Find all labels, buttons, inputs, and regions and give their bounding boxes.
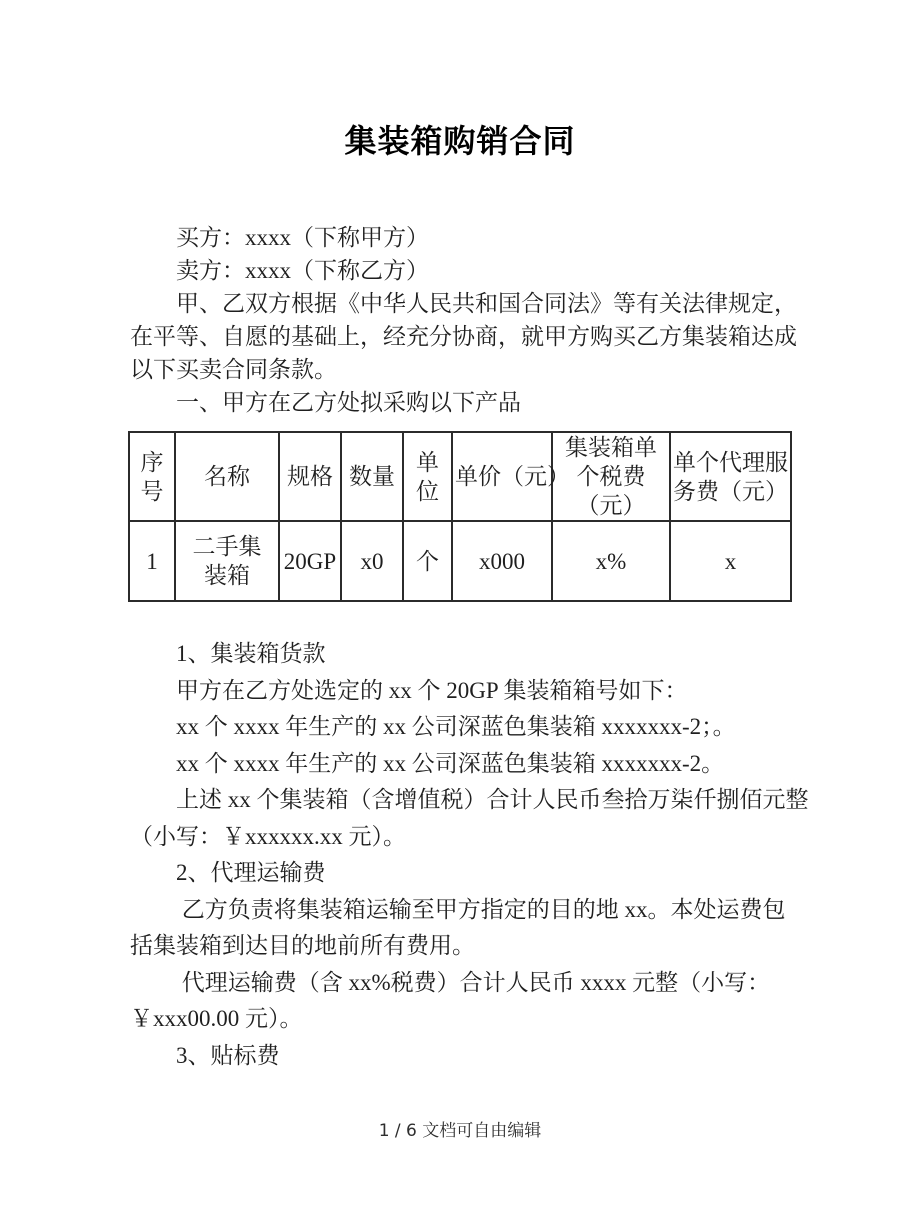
text-line: 在平等、自愿的基础上，经充分协商，就甲方购买乙方集装箱达成	[130, 324, 797, 349]
text-line: 卖方：xxxx（下称乙方）	[130, 258, 429, 283]
page-footer: 1 / 6 文档可自由编辑	[378, 1121, 542, 1141]
table-cell: x	[670, 521, 791, 601]
text-line: 买方：xxxx（下称甲方）	[130, 225, 429, 250]
text-line: （小写：￥xxxxxx.xx 元）。	[130, 823, 406, 849]
text-line: 括集装箱到达目的地前所有费用。	[130, 933, 475, 958]
text-line: 甲、乙双方根据《中华人民共和国合同法》等有关法律规定，	[130, 291, 797, 316]
text-line: 2、代理运输费	[130, 860, 326, 885]
text-line: ￥xxx00.00 元）。	[130, 1006, 303, 1031]
table-header-row	[129, 432, 791, 521]
text-line: 3、贴标费	[130, 1042, 280, 1068]
body-section	[130, 636, 920, 1074]
text-line: 甲方在乙方处选定的 xx 个 20GP 集装箱箱号如下：	[130, 677, 688, 703]
table-header-cell: 单位	[403, 432, 452, 521]
table-header-cell: 名称	[175, 432, 279, 521]
table-row	[129, 521, 791, 601]
text-line: xx 个 xxxx 年生产的 xx 公司深蓝色集装箱 xxxxxxx-2；。	[130, 714, 736, 739]
table-header-cell: 单价（元）	[452, 432, 552, 521]
table-cell: 20GP	[279, 521, 341, 601]
table-cell: x0	[341, 521, 403, 601]
table-cell: 1	[129, 521, 175, 601]
table-cell: x%	[552, 521, 670, 601]
text-line: 以下买卖合同条款。	[130, 357, 337, 382]
text-line: 1、集装箱货款	[130, 641, 326, 666]
table-header-cell: 单个代理服务费（元）	[670, 432, 791, 521]
table-header-cell: 数量	[341, 432, 403, 521]
table-header-cell: 规格	[279, 432, 341, 521]
table-cell: x000	[452, 521, 552, 601]
product-table	[128, 431, 792, 602]
table-header-cell: 序号	[129, 432, 175, 521]
table-cell: 个	[403, 521, 452, 601]
text-line: xx 个 xxxx 年生产的 xx 公司深蓝色集装箱 xxxxxxx-2。	[130, 750, 725, 776]
table-header-cell: 集装箱单个税费（元）	[552, 432, 670, 521]
page-title: 集装箱购销合同	[344, 122, 576, 160]
text-line: 代理运输费（含 xx%税费）合计人民币 xxxx 元整（小写：	[130, 969, 771, 995]
intro-section	[130, 221, 920, 419]
text-line: 乙方负责将集装箱运输至甲方指定的目的地 xx。本处运费包	[130, 896, 786, 922]
text-line: 一、甲方在乙方处拟采购以下产品	[130, 390, 521, 415]
text-line: 上述 xx 个集装箱（含增值税）合计人民币叁拾万柒仟捌佰元整	[130, 787, 809, 812]
table-cell: 二手集装箱	[175, 521, 279, 601]
